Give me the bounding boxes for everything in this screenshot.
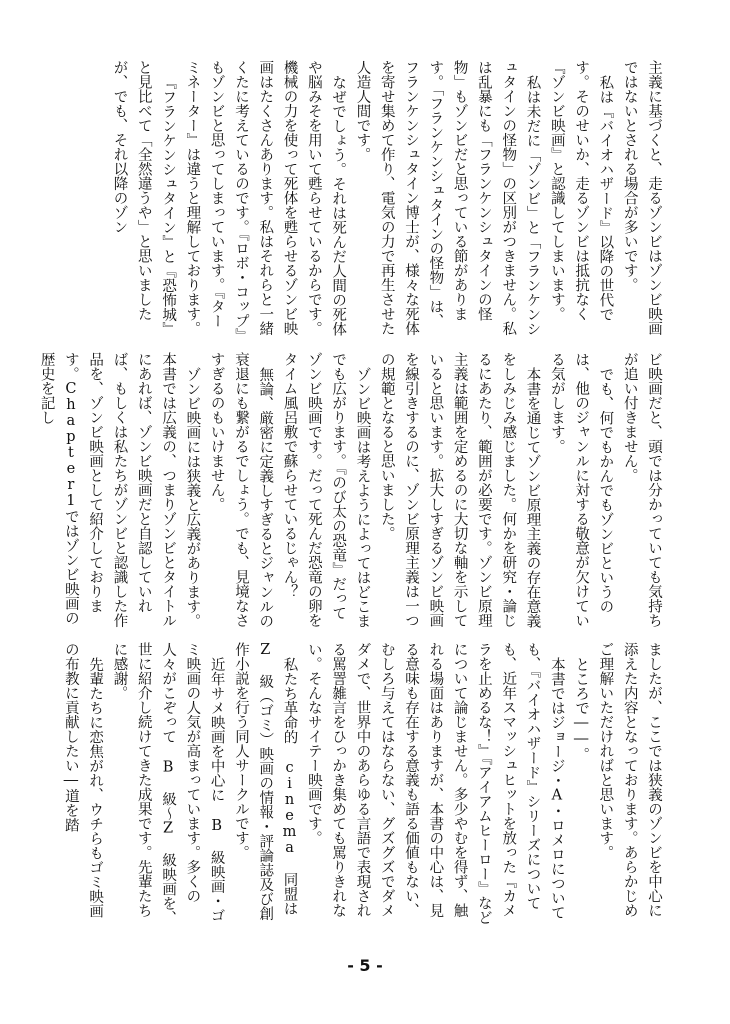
paragraph: 主義に基づくと、走るゾンビはゾンビ映画ではないとされる場合が多いです。	[621, 60, 662, 336]
text-block-bottom	[62, 642, 666, 928]
paragraph: 先輩たちに恋焦がれ、ウチらもゴミ映画の布教に貢献したい―道を踏	[62, 642, 104, 918]
paragraph: 近年サメ映画を中心に B 級映画・ゴミ映画の人気が高まっています。多くの人々がこぞって B 級～Z 級映画を、世に紹介し続けてきた成果です。先輩たちに感謝。	[111, 642, 225, 925]
paragraph: ゾンビ映画には狭義と広義があります。本書では広義の、つまりゾンビとタイトルにあれば、ゾンビ映画だと自認していれば、もしくは私たちがゾンビと認識した作品を、ゾンビ映画として紹介しております。Chapter1ではゾンビ映画の歴史を記し	[38, 352, 201, 628]
paragraph: 本書を通じてゾンビ原理主義の存在意義をしみじみ感じました。何かを研究・論じるにあたり、範囲が必要です。ゾンビ原理主義は範囲を定めるのに大切な軸を示していると思います。拡大しすぎるゾンビ映画を線引きするのに、ゾンビ原理主義は一つの規範となると思いました。	[378, 352, 541, 628]
paragraph: ビ映画だと、頭では分かっていても気持ちが追い付きません。	[621, 352, 662, 628]
paragraph: でも、何でもかんでもゾンビというのは、他のジャンルに対する敬意が欠けている気がします。	[548, 352, 614, 628]
text-block-middle	[38, 352, 666, 630]
paragraph: 私は未だに「ゾンビ」と「フランケンシュタインの怪物」の区別がつきません。私は乱暴にも「フランケンシュタインの怪物」もゾンビだと思っている節があります。「フランケンシュタインの怪物」は、フランケンシュタイン博士が、様々な死体を寄せ集めて作り、電気の力で再生させた人造人間です。	[354, 60, 541, 336]
paragraph: 私たち革命的 cinema 同盟は Z 級（ゴミ）映画の情報・評論誌及び創作小説を行う同人サークルです。	[232, 642, 298, 921]
paragraph: 無論、厳密に定義しすぎるとジャンルの衰退にも繋がるでしょう。でも、見境なさすぎるのもいけません。	[208, 352, 274, 628]
paragraph: ましたが、ここでは狭義のゾンビを中心に添えた内容となっております。あらかじめご理解いただければと思います。	[597, 642, 662, 918]
page-number: - 5 -	[347, 956, 383, 975]
paragraph: 『フランケンシュタイン』と『恐怖城』と見比べて「全然違うや」と思いましたが、でも、それ以降のゾン	[111, 60, 177, 336]
paragraph: 私は『バイオハザード』以降の世代です。そのせいか、走るゾンビは抵抗なく『ゾンビ映画』と認識してしまいます。	[548, 60, 614, 321]
paragraph: ゾンビ映画は考えようによってはどこまでも広がります。『のび太の恐竜』だってゾンビ映画です。だって死んだ恐竜の卵をタイム風呂敷で蘇らせているじゃん？	[281, 352, 371, 628]
paragraph: 本書ではジョージ・A・ロメロについても、『バイオハザード』シリーズについても、近年スマッシュヒットを放った『カメラを止めるな！』『アイアムヒーロー』などについて論じません。多少やむを得ず、触れる場面はありますが、本書の中心は、見る意味も存在する意義も語る価値もない、むしろ与えてはならない、グズグズでダメダメで、世界中のあらゆる言語で表現される罵詈雑言をひっかき集めても罵りきれない。そんなサイテー映画です。	[305, 642, 565, 925]
paragraph: ところで――。	[573, 656, 590, 761]
text-block-top	[76, 60, 666, 338]
paragraph: なぜでしょう。それは死んだ人間の死体や脳みそを用いて甦らせているからです。機械の力を使って死体を甦らせるゾンビ映画はたくさんあります。私はそれらと一緒くたに考えているのです。『ロボ・コップ』もゾンビと思ってしまっています。『ターミネーター』は違うと理解しております。	[184, 60, 347, 336]
